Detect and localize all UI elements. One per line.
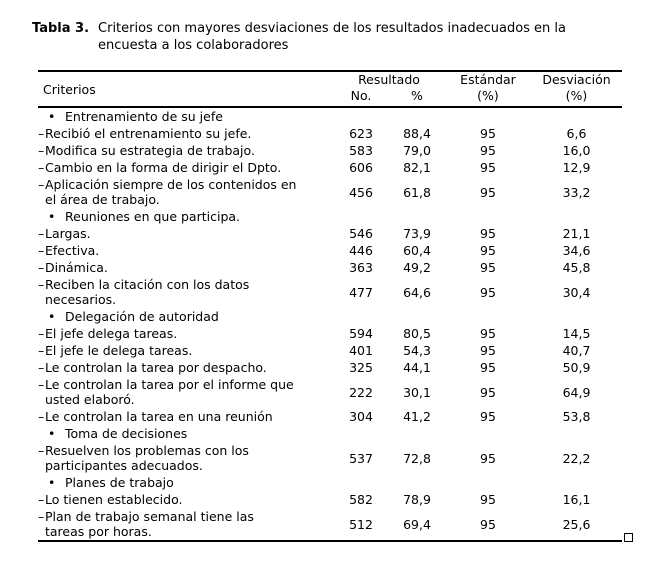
table-section-row [38,474,622,491]
end-of-table-marker-icon [624,533,633,542]
dash-icon: – [38,343,45,358]
desviacion-cell: 16,0 [562,143,591,158]
criterion-label: Modifica su estrategia de trabajo. [45,143,255,158]
criterion-item [38,160,333,175]
table-section-row [38,308,622,325]
criterion-label: Cambio en la forma de dirigir el Dpto. [45,160,282,175]
result-no-cell: 537 [349,450,373,466]
criterion-item [38,226,333,241]
dash-icon: – [38,126,45,141]
criterion-label: Lo tienen establecido. [45,492,183,507]
dash-icon: – [38,492,45,507]
result-no-cell: 582 [349,492,373,507]
criterion-label: El jefe delega tareas. [45,326,178,341]
bullet-icon: • [48,309,56,324]
dash-icon: – [38,509,45,524]
table-row [38,508,622,541]
column-header-estandar-unit: (%) [445,88,531,107]
dash-icon: – [38,160,45,175]
column-header-desviacion: Desviación [542,72,611,87]
table-row [38,491,622,508]
criterion-item [38,126,333,141]
estandar-cell: 95 [480,409,496,424]
desviacion-cell: 21,1 [562,226,591,241]
dash-icon: – [38,360,45,375]
column-header-pct: % [389,88,445,107]
table-section-row [38,208,622,225]
desviacion-cell: 64,9 [562,384,591,400]
table-title [32,20,566,54]
criterion-label: Largas. [45,226,91,241]
estandar-cell: 95 [480,284,496,300]
table-caption [98,20,566,54]
table-row [38,359,622,376]
table-section-row [38,107,622,125]
desviacion-cell: 6,6 [566,126,587,141]
criterion-item [38,492,333,507]
criterion-label: Le controlan la tarea por despacho. [45,360,267,375]
section-label: Entrenamiento de su jefe [65,109,223,124]
estandar-cell: 95 [480,492,496,507]
criterion-label: Plan de trabajo semanal tiene las tareas por horas. [45,509,254,539]
desviacion-cell: 30,4 [562,284,591,300]
result-no-cell: 583 [349,143,373,158]
result-no-cell: 594 [349,326,373,341]
criterion-item [38,260,333,275]
estandar-cell: 95 [480,326,496,341]
result-no-cell: 401 [349,343,373,358]
desviacion-cell: 25,6 [562,516,591,532]
estandar-cell: 95 [480,243,496,258]
criterion-label: Reciben la citación con los datos necesarios. [45,277,250,307]
result-pct-cell: 44,1 [403,360,431,375]
desviacion-cell: 12,9 [562,160,591,175]
section-label: Delegación de autoridad [65,309,219,324]
criterion-item [38,443,333,473]
estandar-cell: 95 [480,226,496,241]
dash-icon: – [38,377,45,392]
desviacion-cell: 45,8 [562,260,591,275]
estandar-cell: 95 [480,360,496,375]
section-header [38,475,622,490]
desviacion-cell: 16,1 [562,492,591,507]
result-pct-cell: 80,5 [403,326,431,341]
section-header [38,209,622,224]
dash-icon: – [38,226,45,241]
result-pct-cell: 30,1 [403,384,431,400]
section-header [38,426,622,441]
section-label: Planes de trabajo [65,475,174,490]
bullet-icon: • [48,426,56,441]
desviacion-cell: 14,5 [562,326,591,341]
bullet-icon: • [48,109,56,124]
dash-icon: – [38,143,45,158]
result-no-cell: 363 [349,260,373,275]
result-no-cell: 222 [349,384,373,400]
dash-icon: – [38,409,45,424]
criterion-item [38,277,333,307]
column-header-desviacion-unit: (%) [531,88,622,107]
result-pct-cell: 60,4 [403,243,431,258]
result-no-cell: 512 [349,516,373,532]
result-no-cell: 546 [349,226,373,241]
table-row [38,125,622,142]
criterion-item [38,343,333,358]
result-pct-cell: 79,0 [403,143,431,158]
column-header-estandar: Estándar [460,72,516,87]
table-row [38,159,622,176]
table-row [38,142,622,159]
criterion-label: Le controlan la tarea en una reunión [45,409,273,424]
column-header-no: No. [333,88,389,107]
result-pct-cell: 88,4 [403,126,431,141]
result-no-cell: 446 [349,243,373,258]
result-no-cell: 325 [349,360,373,375]
criterion-item [38,360,333,375]
result-pct-cell: 49,2 [403,260,431,275]
table-row [38,325,622,342]
caption-line-2: encuesta a los colaboradores [98,38,289,53]
table-section-row [38,425,622,442]
result-pct-cell: 82,1 [403,160,431,175]
result-pct-cell: 69,4 [403,516,431,532]
desviacion-cell: 50,9 [562,360,591,375]
result-no-cell: 477 [349,284,373,300]
criterion-label: Efectiva. [45,243,100,258]
criterion-item [38,143,333,158]
desviacion-cell: 22,2 [562,450,591,466]
estandar-cell: 95 [480,450,496,466]
estandar-cell: 95 [480,260,496,275]
result-no-cell: 456 [349,184,373,200]
dash-icon: – [38,243,45,258]
table-row [38,225,622,242]
criterion-label: El jefe le delega tareas. [45,343,193,358]
desviacion-cell: 33,2 [562,184,591,200]
criterion-item [38,509,333,539]
desviacion-cell: 53,8 [562,409,591,424]
result-no-cell: 304 [349,409,373,424]
result-no-cell: 606 [349,160,373,175]
bullet-icon: • [48,475,56,490]
result-pct-cell: 73,9 [403,226,431,241]
dash-icon: – [38,177,45,192]
criterion-label: Dinámica. [45,260,108,275]
table-row [38,276,622,308]
dash-icon: – [38,260,45,275]
table-row [38,176,622,208]
header-row-1 [38,71,622,88]
desviacion-cell: 40,7 [562,343,591,358]
section-header [38,309,622,324]
estandar-cell: 95 [480,516,496,532]
result-pct-cell: 61,8 [403,184,431,200]
criterion-label: Recibió el entrenamiento su jefe. [45,126,252,141]
criterion-item [38,177,333,207]
table-row [38,408,622,425]
bullet-icon: • [48,209,56,224]
column-header-resultado: Resultado [358,72,420,87]
result-pct-cell: 54,3 [403,343,431,358]
desviacion-cell: 34,6 [562,243,591,258]
dash-icon: – [38,326,45,341]
criterion-item [38,326,333,341]
table-header [38,71,622,107]
criterion-label: Resuelven los problemas con los participantes adecuados. [45,443,249,473]
section-label: Toma de decisiones [65,426,188,441]
result-pct-cell: 78,9 [403,492,431,507]
dash-icon: – [38,277,45,292]
table-row [38,342,622,359]
table-row [38,242,622,259]
result-pct-cell: 64,6 [403,284,431,300]
estandar-cell: 95 [480,126,496,141]
dash-icon: – [38,443,45,458]
section-header [38,109,622,124]
result-no-cell: 623 [349,126,373,141]
estandar-cell: 95 [480,184,496,200]
data-table [38,70,622,542]
estandar-cell: 95 [480,143,496,158]
section-label: Reuniones en que participa. [65,209,241,224]
column-header-criterios: Criterios [38,71,333,107]
criterion-label: Le controlan la tarea por el informe que usted elaboró. [45,377,294,407]
estandar-cell: 95 [480,384,496,400]
table-row [38,442,622,474]
criterion-label: Aplicación siempre de los contenidos en el área de trabajo. [45,177,297,207]
criterion-item [38,243,333,258]
criterion-item [38,377,333,407]
table-row [38,259,622,276]
estandar-cell: 95 [480,343,496,358]
table-body [38,107,622,541]
table-number-label: Tabla 3. [32,21,90,36]
table-row [38,376,622,408]
result-pct-cell: 72,8 [403,450,431,466]
result-pct-cell: 41,2 [403,409,431,424]
caption-line-1: Criterios con mayores desviaciones de los resultados inadecuados en la [98,21,567,36]
estandar-cell: 95 [480,160,496,175]
criterion-item [38,409,333,424]
